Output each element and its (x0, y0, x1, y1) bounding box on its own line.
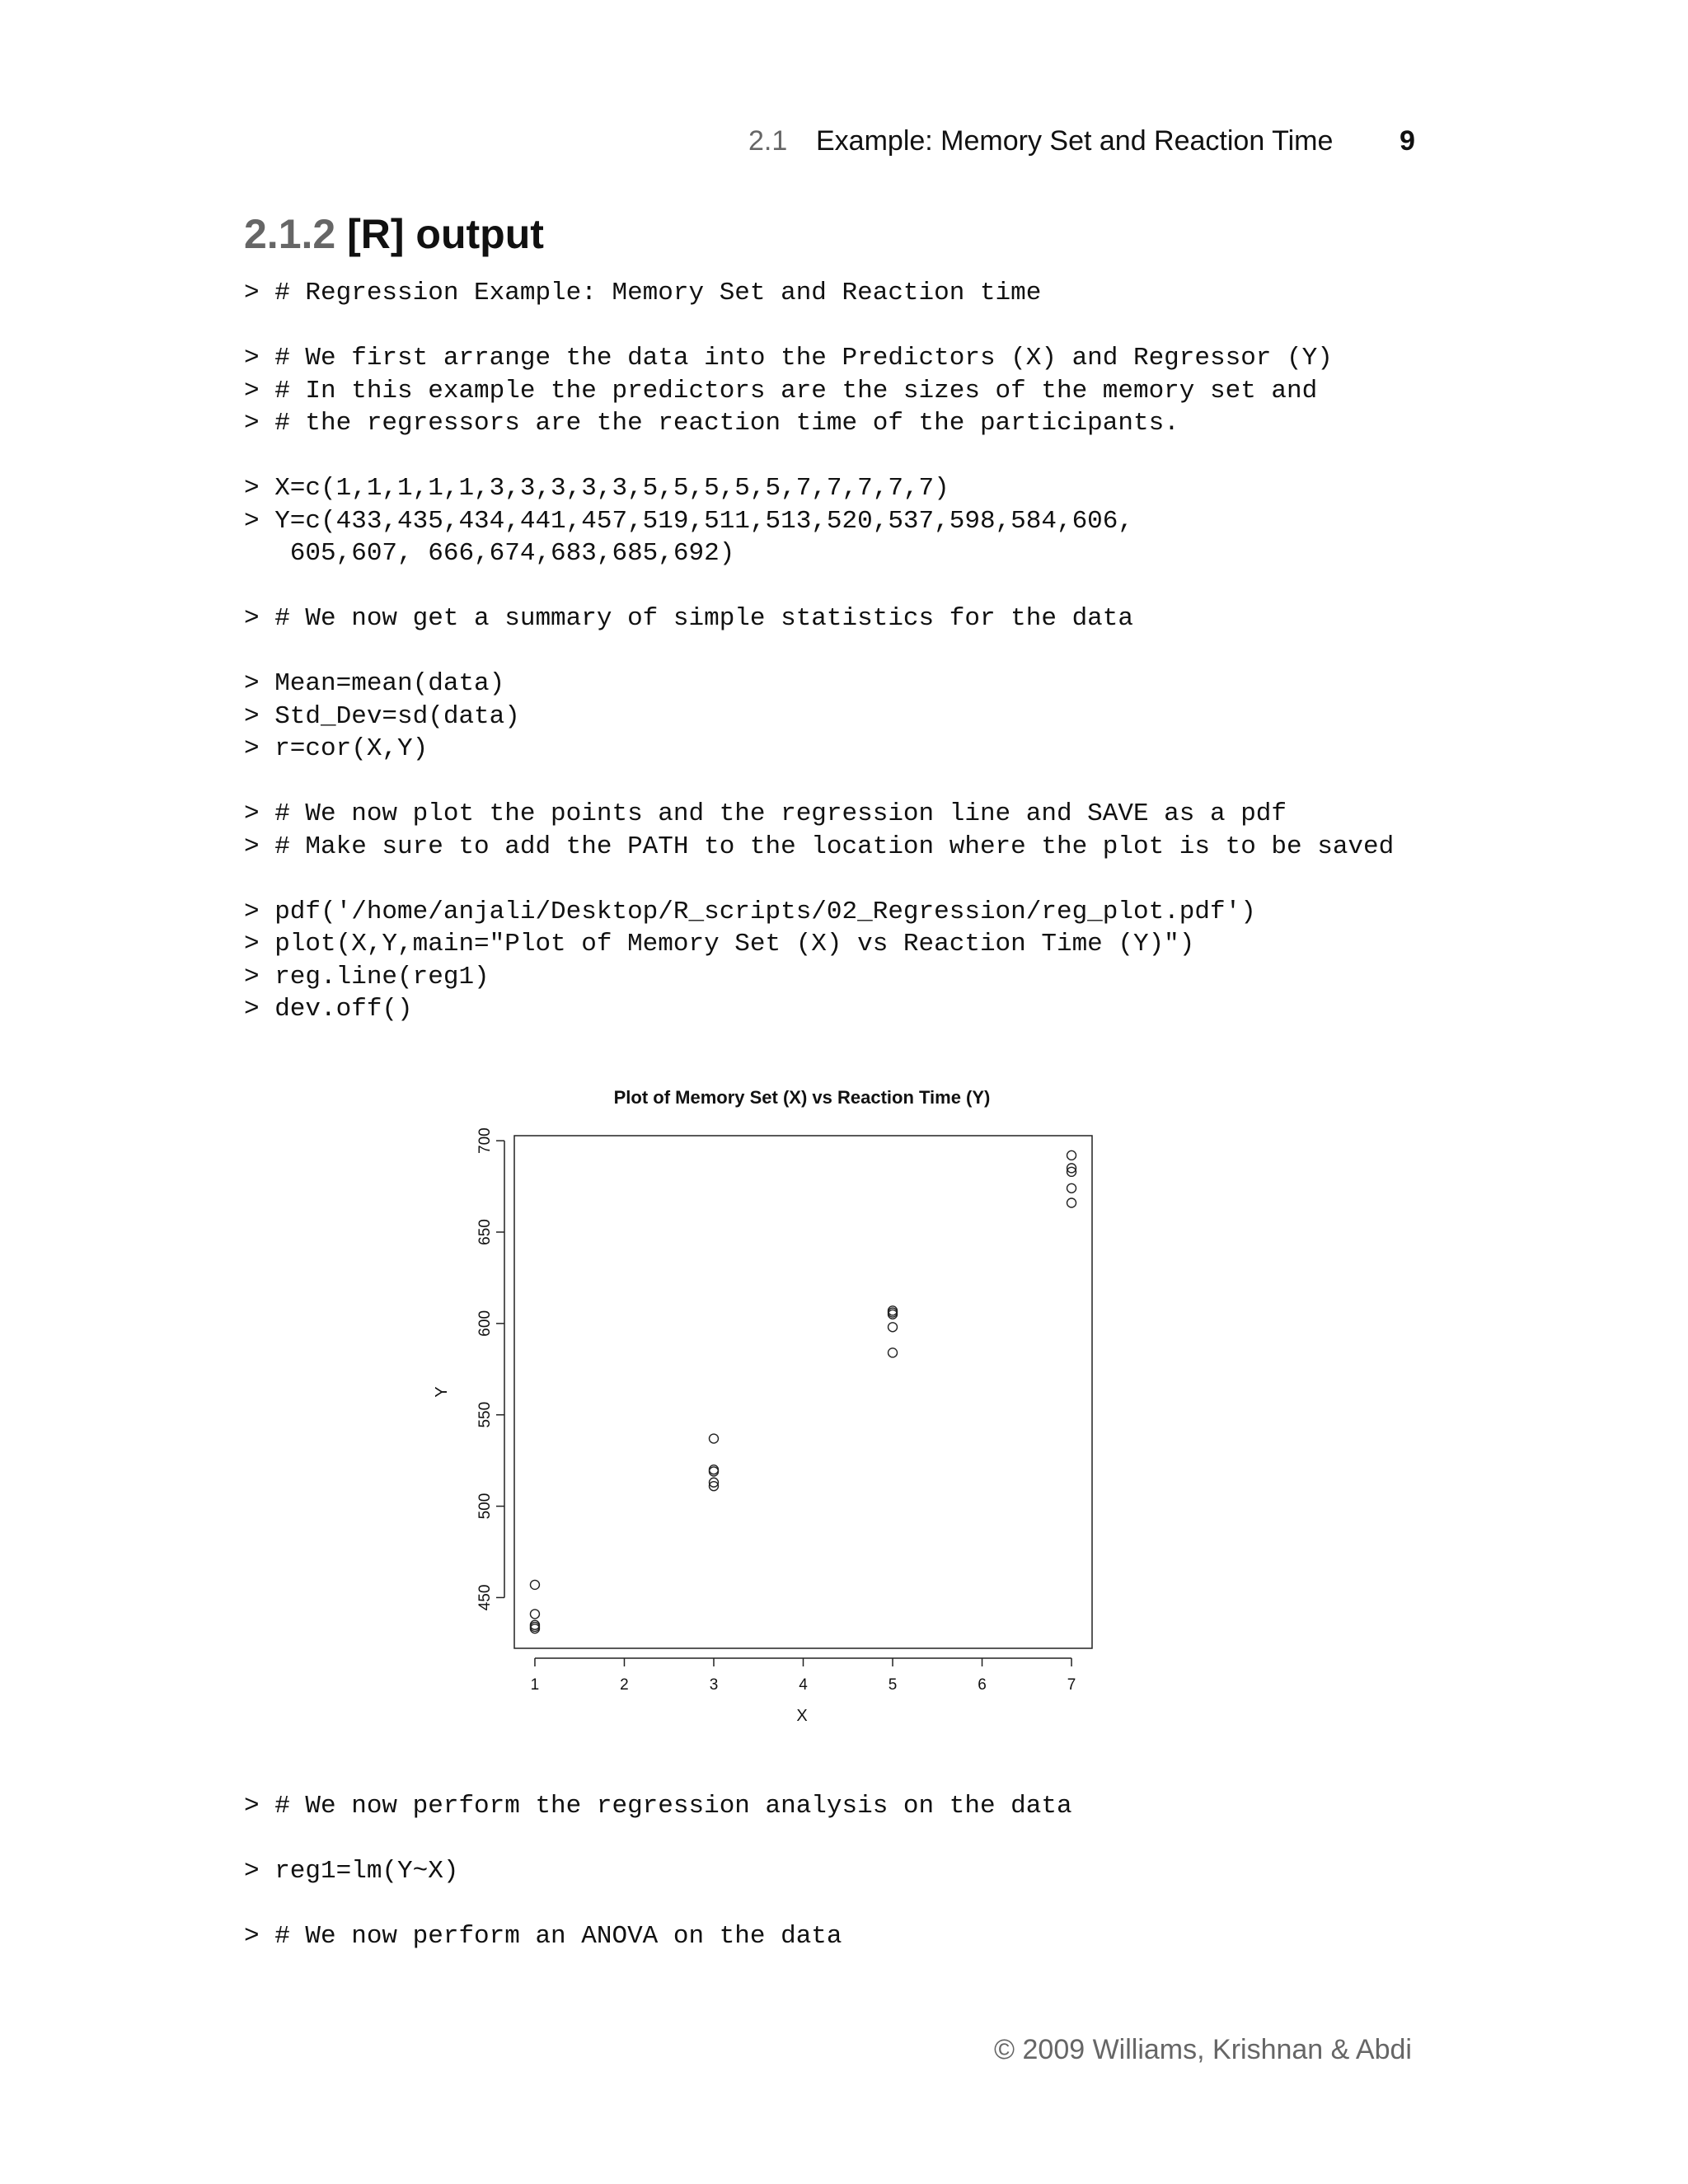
y-tick-label: 700 (476, 1127, 494, 1154)
code-line: > # We now perform an ANOVA on the data (244, 1922, 842, 1951)
code-line: 605,607, 666,674,683,685,692) (244, 539, 735, 568)
data-point (889, 1348, 898, 1357)
x-tick-label: 2 (620, 1676, 629, 1694)
data-point (1067, 1183, 1076, 1193)
y-axis (476, 1127, 504, 1610)
code-line: > # We first arrange the data into the Predictors (X) and Regressor (Y) (244, 344, 1333, 373)
x-tick-label: 6 (978, 1676, 987, 1694)
chart-title: Plot of Memory Set (X) vs Reaction Time (Y) (613, 1087, 991, 1108)
code-blank-line (244, 863, 1394, 896)
code-line: > # Regression Example: Memory Set and Reaction time (244, 279, 1042, 307)
running-header-section-title: Example: Memory Set and Reaction Time (816, 125, 1334, 157)
code-blank-line (244, 635, 1394, 668)
data-point (530, 1580, 539, 1589)
code-line: > Std_Dev=sd(data) (244, 701, 520, 731)
x-tick-label: 7 (1067, 1676, 1076, 1694)
x-axis (531, 1658, 1076, 1694)
x-axis-label: X (796, 1707, 808, 1725)
code-line: > Y=c(433,435,434,441,457,519,511,513,520,537,598,584,606, (244, 506, 1133, 536)
code-line: > pdf('/home/anjali/Desktop/R_scripts/02_Regression/reg_plot.pdf') (244, 897, 1256, 926)
code-blank-line (244, 310, 1394, 343)
x-tick-label: 3 (709, 1676, 719, 1694)
section-heading-title: [R] output (347, 211, 544, 257)
code-line: > # We now get a summary of simple statistics for the data (244, 604, 1133, 633)
y-axis-label: Y (433, 1386, 451, 1398)
y-tick-label: 450 (476, 1584, 494, 1611)
x-tick-label: 4 (799, 1676, 808, 1694)
section-heading-number: 2.1.2 (244, 211, 336, 257)
code-line: > reg1=lm(Y~X) (244, 1857, 459, 1886)
code-blank-line (244, 570, 1394, 603)
copyright-footer: © 2009 Williams, Krishnan & Abdi (994, 2034, 1412, 2065)
data-point (1067, 1151, 1076, 1160)
y-tick-label: 500 (476, 1493, 494, 1520)
running-header (0, 125, 1688, 166)
code-line: > # We now plot the points and the regression line and SAVE as a pdf (244, 799, 1287, 828)
section-heading (244, 210, 544, 258)
x-tick-label: 1 (530, 1676, 540, 1694)
data-point (889, 1323, 898, 1332)
data-point (709, 1434, 718, 1443)
code-line: > dev.off() (244, 995, 413, 1024)
scatter-plot-figure (412, 1071, 1154, 1755)
code-line: > reg.line(reg1) (244, 962, 490, 991)
y-tick-label: 550 (476, 1401, 494, 1428)
code-block-analysis (244, 1790, 1072, 1953)
code-block-commands (244, 277, 1394, 1026)
code-blank-line (244, 440, 1394, 473)
code-blank-line (244, 766, 1394, 799)
code-blank-line (244, 1823, 1072, 1856)
code-line: > r=cor(X,Y) (244, 734, 429, 763)
scatter-plot-svg (412, 1071, 1154, 1755)
data-points (530, 1151, 1076, 1633)
code-blank-line (244, 1888, 1072, 1921)
data-point (530, 1610, 539, 1619)
plot-frame (514, 1136, 1092, 1648)
page-number: 9 (1400, 125, 1415, 157)
running-header-section-number: 2.1 (748, 125, 788, 157)
code-line: > X=c(1,1,1,1,1,3,3,3,3,3,5,5,5,5,5,7,7,7,7,7) (244, 474, 950, 503)
code-line: > # Make sure to add the PATH to the location where the plot is to be saved (244, 832, 1395, 861)
y-tick-label: 650 (476, 1219, 494, 1245)
code-line: > Mean=mean(data) (244, 669, 505, 698)
code-line: > # the regressors are the reaction time of the participants. (244, 409, 1179, 438)
x-tick-label: 5 (888, 1676, 898, 1694)
y-tick-label: 600 (476, 1310, 494, 1337)
code-line: > plot(X,Y,main="Plot of Memory Set (X) vs Reaction Time (Y)") (244, 930, 1195, 958)
data-point (1067, 1198, 1076, 1207)
code-line: > # In this example the predictors are the sizes of the memory set and (244, 376, 1318, 405)
code-line: > # We now perform the regression analysis on the data (244, 1792, 1072, 1821)
